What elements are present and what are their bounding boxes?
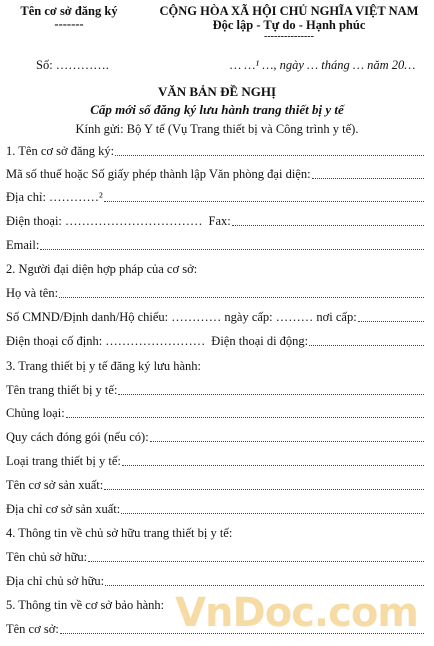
field-label: Email: (6, 238, 40, 252)
field-label-fax: Fax: (208, 214, 231, 228)
fill-dots (88, 560, 424, 562)
field-email (6, 237, 424, 253)
nation-title: CỘNG HÒA XÃ HỘI CHỦ NGHĨA VIỆT NAM (159, 4, 419, 18)
field-label: Họ và tên: (6, 286, 59, 300)
field-manufacturer-name (6, 477, 424, 493)
field-label-mobile: Điện thoại di động: (211, 334, 309, 348)
fill-dots (40, 248, 424, 250)
document-number: Số: …………. (36, 58, 109, 72)
fill-dots (122, 464, 424, 466)
section-heading: 5. Thông tin về cơ sở bảo hành: (6, 598, 165, 612)
fill-dots (104, 488, 424, 490)
field-org-name (6, 143, 424, 159)
fill-dots (104, 200, 424, 202)
field-label: Địa chỉ: …………² (6, 190, 103, 204)
date-line: … …¹ …, ngày … tháng … năm 20… (230, 58, 416, 72)
fill-dots (309, 344, 424, 346)
field-label: Tên trang thiết bị y tế: (6, 383, 118, 397)
section-representative (6, 261, 424, 277)
field-packaging (6, 429, 424, 445)
org-dashes: ------- (54, 17, 84, 31)
fill-dots (115, 154, 424, 156)
field-id-number (6, 309, 424, 325)
fill-dots (358, 320, 424, 322)
section-owner (6, 525, 424, 541)
field-owner-name (6, 549, 424, 565)
fill-dots (150, 440, 424, 442)
field-label: Số CMND/Định danh/Hộ chiếu: ………… ngày cấp: ……… nơi cấp: (6, 310, 357, 324)
field-owner-address (6, 573, 424, 589)
field-label: 1. Tên cơ sở đăng ký: (6, 144, 115, 158)
recipient-line: Kính gửi: Bộ Y tế (Vụ Trang thiết bị và Công trình y tế). (75, 122, 359, 136)
field-device-type (6, 405, 424, 421)
field-device-name (6, 382, 424, 398)
field-phones (6, 333, 424, 349)
field-label: Chủng loại: (6, 406, 65, 420)
field-full-name (6, 285, 424, 301)
field-address (6, 189, 424, 205)
field-label: Mã số thuế hoặc Số giấy phép thành lập Văn phòng đại diện: (6, 167, 311, 181)
motto: Độc lập - Tự do - Hạnh phúc (212, 18, 366, 32)
fill-dots (118, 393, 424, 395)
motto-dashes: --------------- (264, 31, 314, 42)
field-label: Tên cơ sở sản xuất: (6, 478, 104, 492)
fill-dots (66, 416, 424, 418)
fill-dots (312, 177, 424, 179)
document-subtitle: Cấp mới số đăng ký lưu hành trang thiết bị y tế (90, 102, 344, 117)
fill-dots (121, 512, 424, 514)
field-label: Loại trang thiết bị y tế: (6, 454, 121, 468)
field-device-class (6, 453, 424, 469)
field-label: Điện thoại cố định: …………………… (6, 334, 206, 348)
org-label: Tên cơ sở đăng ký (20, 4, 118, 18)
field-label: Tên cơ sở: (6, 622, 59, 636)
watermark-logo: VnDoc.com (175, 590, 418, 636)
section-heading: 4. Thông tin về chủ sở hữu trang thiết bị y tế: (6, 526, 233, 540)
fill-dots (59, 296, 424, 298)
field-label: Quy cách đóng gói (nếu có): (6, 430, 149, 444)
field-label: Địa chỉ chủ sở hữu: (6, 574, 105, 588)
field-label: Điện thoại: …………………………… (6, 214, 203, 228)
fill-dots (105, 584, 424, 586)
section-heading: 2. Người đại diện hợp pháp của cơ sở: (6, 262, 198, 276)
field-label: Tên chủ sở hữu: (6, 550, 88, 564)
field-label: Địa chỉ cơ sở sản xuất: (6, 502, 121, 516)
section-device (6, 358, 424, 374)
fill-dots (232, 224, 424, 226)
field-manufacturer-address (6, 501, 424, 517)
section-heading: 3. Trang thiết bị y tế đăng ký lưu hành: (6, 359, 201, 373)
document-title: VĂN BẢN ĐỀ NGHỊ (157, 84, 277, 99)
field-tax-code (6, 166, 424, 182)
field-phone-fax (6, 213, 424, 229)
